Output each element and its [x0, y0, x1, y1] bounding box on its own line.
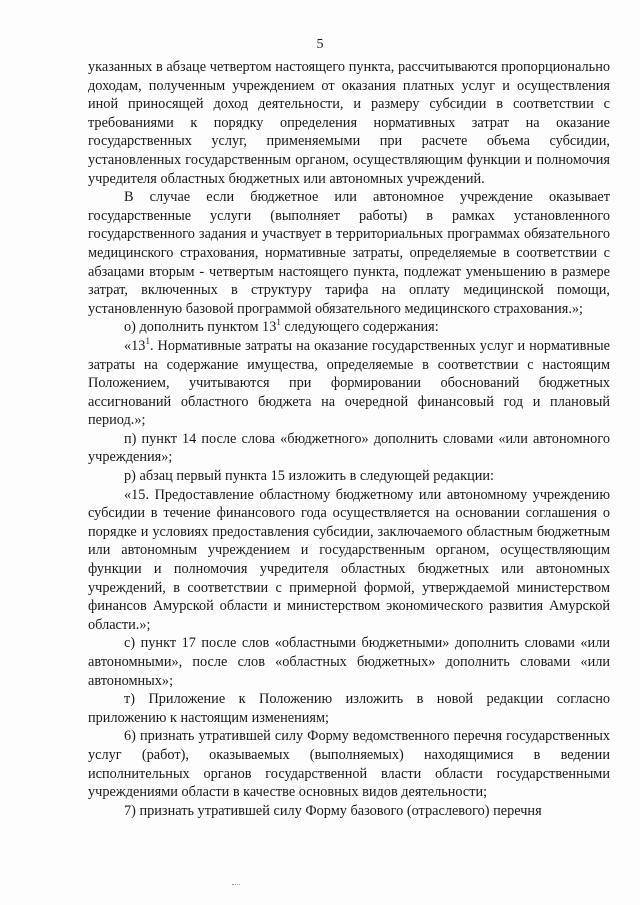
paragraph-3-before: о) дополнить пунктом 13 — [124, 319, 277, 336]
paragraph-3-after: следующего содержания: — [280, 319, 439, 336]
paragraph-11: 7) признать утратившей силу Форму базового (отраслевого) перечня — [124, 802, 542, 819]
paragraph-4-before: «13 — [124, 337, 146, 354]
paragraph-4-superscript: 1 — [145, 336, 150, 347]
paragraph-3 — [88, 318, 610, 337]
scan-artifact — [232, 884, 240, 886]
document-body — [88, 58, 610, 820]
paragraph-4-after: . Нормативные затраты на оказание государственных услуг и нормативные затраты на содержание имущества, определяемые в соответствии с настоящим Положением, учитываются при формировании обоснований бюджетных ассигнований областного бюджета на очередной финансовый год и плановый период.»; — [88, 337, 610, 429]
paragraph-1: указанных в абзаце четвертом настоящего пункта, рассчитываются пропорционально доходам, полученным учреждением от оказания платных услуг и осуществления иной приносящей доход деятельности, и размеру субсидии в соответствии с требованиями к порядку определения нормативных затрат на оказание государственных услуг, применяемыми при расчете объема субсидии, установленных государственным органом, осуществляющим функции и полномочия учредителя областных бюджетных или автономных учреждений. — [88, 59, 610, 187]
paragraph-5: п) пункт 14 после слова «бюджетного» дополнить словами «или автономного учреждения»; — [88, 430, 610, 466]
paragraph-8: с) пункт 17 после слов «областными бюджетными» дополнить словами «или автономными», после слов «областных бюджетных» дополнить словами «или автономных»; — [88, 635, 610, 689]
paragraph-4 — [88, 337, 610, 430]
paragraph-3-superscript: 1 — [276, 317, 281, 328]
paragraph-10: 6) признать утратившей силу Форму ведомственного перечня государственных услуг (работ), оказываемых (выполняемых) находящимися в ведении исполнительных органов государственной власти области государственными учреждениями области в качестве основных видов деятельности; — [88, 728, 610, 801]
page-number: 5 — [316, 37, 324, 52]
paragraph-7: «15. Предоставление областному бюджетному или автономному учреждению субсидии в течение финансового года осуществляется на основании соглашения о порядке и условиях предоставления субсидии, заключаемого областным бюджетным или автономным учреждением и государственным органом, осуществляющим функции и полномочия учредителя областных бюджетных или автономных учреждений, в соответствии с примерной формой, утверждаемой министерством финансов Амурской области и министерством экономического развития Амурской области.»; — [88, 486, 610, 633]
paragraph-2: В случае если бюджетное или автономное учреждение оказывает государственные услуги (выполняет работы) в рамках установленного государственного задания и участвует в территориальных программах обязательного медицинского страхования, нормативные затраты, определяемые в соответствии с абзацами вторым - четвертым настоящего пункта, подлежат уменьшению в размере затрат, включенных в структуру тарифа на оплату медицинской помощи, установленную базовой программой обязательного медицинского страхования.»; — [88, 189, 610, 317]
paragraph-9: т) Приложение к Положению изложить в новой редакции согласно приложению к настоящим изменениям; — [88, 691, 610, 726]
paragraph-6: р) абзац первый пункта 15 изложить в следующей редакции: — [124, 468, 495, 485]
